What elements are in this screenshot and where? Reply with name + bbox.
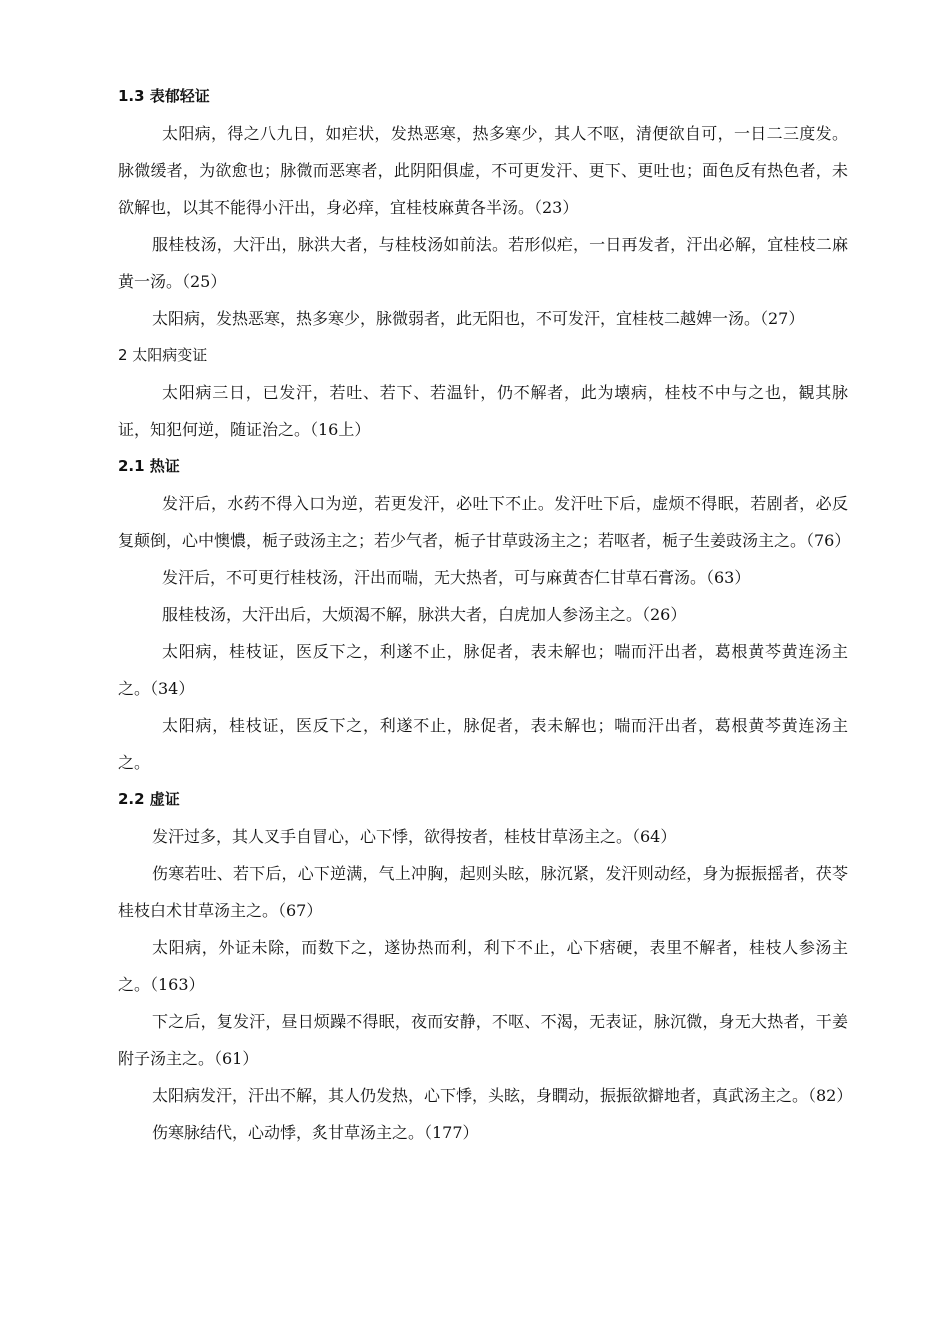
paragraph: 太阳病，发热恶寒，热多寒少，脉微弱者，此无阳也，不可发汗，宜桂枝二越婢一汤。（27） [152,309,805,328]
paragraph: 发汗后，不可更行桂枝汤，汗出而喘，无大热者，可与麻黄杏仁甘草石膏汤。（63） [162,568,751,587]
paragraph: 伤寒若吐、若下后，心下逆满，气上冲胸，起则头眩，脉沉紧，发汗则动经，身为振振摇者，茯苓桂枝白术甘草汤主之。（67） [118,864,848,920]
paragraph: 发汗过多，其人叉手自冒心，心下悸，欲得按者，桂枝甘草汤主之。（64） [152,827,677,846]
paragraph: 服桂枝汤，大汗出，脉洪大者，与桂枝汤如前法。若形似疟，一日再发者，汗出必解，宜桂枝二麻黄一汤。（25） [118,235,848,291]
paragraph: 太阳病三日，已发汗，若吐、若下、若温针，仍不解者，此为壊病，桂枝不中与之也，観其脉证，知犯何逆，随证治之。（16上） [118,383,848,439]
paragraph: 太阳病，桂枝证，医反下之，利遂不止，脉促者，表未解也；喘而汗出者，葛根黄芩黄连汤主之。 [118,716,848,772]
paragraph: 太阳病，得之八九日，如疟状，发热恶寒，热多寒少，其人不呕，清便欲自可，一日二三度发。脉微缓者，为欲愈也；脉微而恶寒者，此阴阳俱虚，不可更发汗、更下、更吐也；面色反有热色者，未欲解也，以其不能得小汗出，身必痒，宜桂枝麻黄各半汤。（23） [118,124,848,217]
paragraph: 太阳病，外证未除，而数下之，遂协热而利，利下不止，心下痞硬，表里不解者，桂枝人参汤主之。（163） [118,938,848,994]
section-heading: 2.2 虚证 [118,790,180,808]
paragraph: 发汗后，水药不得入口为逆，若更发汗，必吐下不止。发汗吐下后，虚烦不得眠，若剧者，必反复颠倒，心中懊憹，栀子豉汤主之；若少气者，栀子甘草豉汤主之；若呕者，栀子生姜豉汤主之。（76） [118,494,851,550]
paragraph: 太阳病，桂枝证，医反下之，利遂不止，脉促者，表未解也；喘而汗出者，葛根黄芩黄连汤主之。（34） [118,642,848,698]
paragraph: 下之后，复发汗，昼日烦躁不得眠，夜而安静，不呕、不渴，无表证，脉沉微，身无大热者，干姜附子汤主之。（61） [118,1012,848,1068]
paragraph: 太阳病发汗，汗出不解，其人仍发热，心下悸，头眩，身瞤动，振振欲擗地者，真武汤主之。（82） [152,1086,853,1105]
section-heading: 2.1 热证 [118,457,180,475]
paragraph: 服桂枝汤，大汗出后，大烦渴不解，脉洪大者，白虎加人参汤主之。（26） [162,605,687,624]
section-heading: 1.3 表郁轻证 [118,87,210,105]
document-page [118,78,853,1151]
paragraph: 伤寒脉结代，心动悸，炙甘草汤主之。（177） [152,1123,479,1142]
section-heading: 2 太阳病变证 [118,346,208,364]
